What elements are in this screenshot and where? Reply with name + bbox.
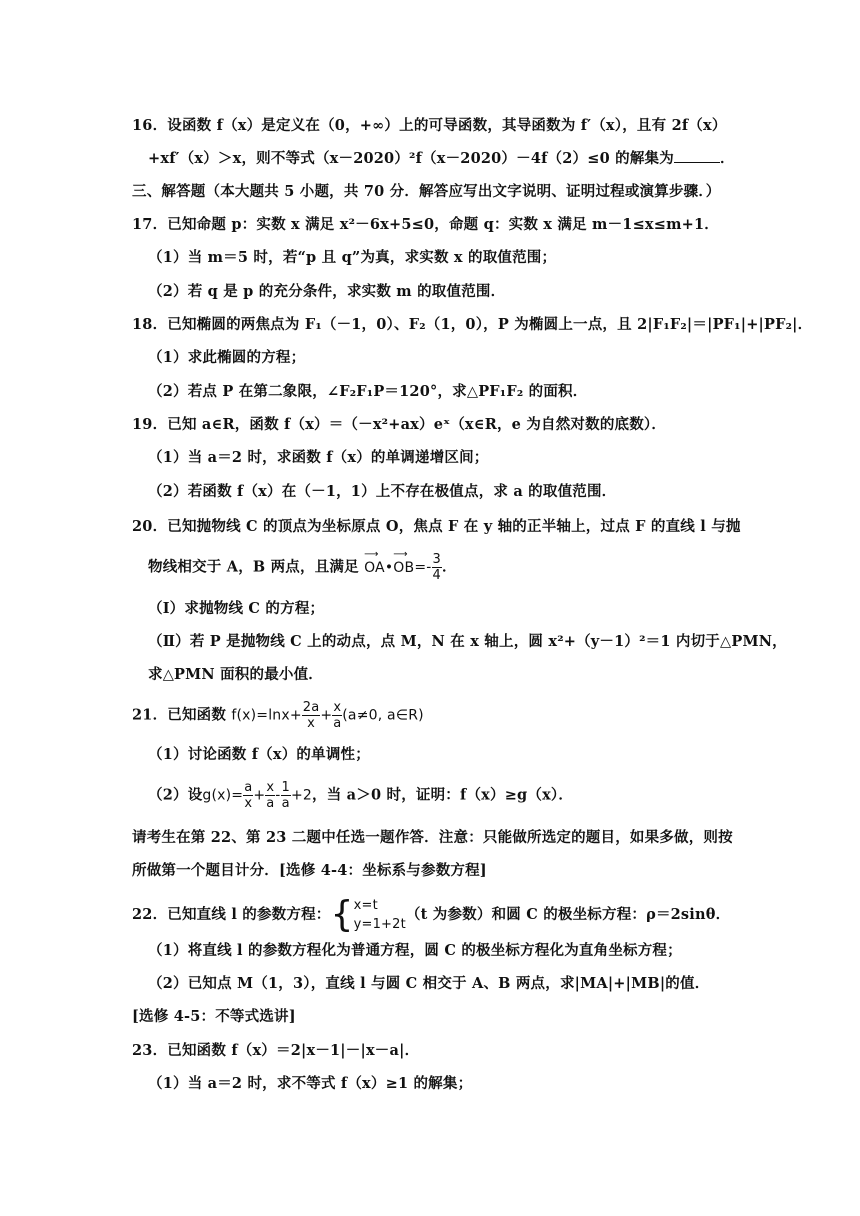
section-heading: 三、解答题（本大题共 5 小题，共 70 分．解答应写出文字说明、证明过程或演算步骤．） [132,183,721,200]
instruction-line-1: 请考生在第 22、第 23 二题中任选一题作答．注意：只能做所选定的题目，如果多做，则按 [132,829,733,846]
fraction-numerator: x [266,780,275,795]
question-17-stem: 17．已知命题 p：实数 x 满足 x²－6x+5≤0，命题 q：实数 x 满足 m－1≤x≤m+1． [132,216,719,233]
question-22-part-2: （2）已知点 M（1，3），直线 l 与圆 C 相交于 A、B 两点，求|MA|+|MB|的值． [148,975,710,992]
question-19-stem: 19．已知 a∈R，函数 f（x）＝（－x²+ax）eˣ（x∈R，e 为自然对数的底数）． [132,416,667,433]
question-16-text: +xf′（x）＞x，则不等式（x－2020）²f（x－2020）－4f（2）≤0 的解集为 [148,150,674,167]
question-17-part-2: （2）若 q 是 p 的充分条件，求实数 m 的取值范围． [148,283,506,300]
parametric-eq-x: x=t [353,898,378,913]
question-23-stem: 23．已知函数 f（x）＝2|x－1|－|x－a|． [132,1042,420,1059]
question-21-text: 21．已知函数 [132,706,227,724]
fraction-denominator: x [244,796,253,811]
fraction-denominator: x [307,716,316,731]
question-18-part-1: （1）求此椭圆的方程； [148,349,306,366]
question-22-part-1: （1）将直线 l 的参数方程化为普通方程，圆 C 的极坐标方程化为直角坐标方程； [148,942,682,959]
left-brace: { [330,894,354,935]
question-16-line-1: 16．设函数 f（x）是定义在（0，+∞）上的可导函数，其导函数为 f′（x），且有 2f（x） [132,117,727,134]
question-17-part-1: （1）当 m＝5 时，若“p 且 q”为真，求实数 x 的取值范围； [148,249,557,266]
vector-oa: ⟶ OA [364,560,385,576]
question-21-stem [132,700,424,731]
parametric-system [354,896,406,934]
question-16-line-2 [148,147,735,168]
question-20-text: 物线相交于 A，B 两点，且满足 [148,558,359,576]
fraction-a-over-x [243,780,253,811]
question-22-text-cont: （t 为参数）和圆 C 的极坐标方程：ρ＝2sinθ． [405,906,731,923]
question-20-part-1: （Ⅰ）求抛物线 C 的方程； [148,600,325,617]
elective-heading: [选修 4-5：不等式选讲] [132,1008,296,1025]
fraction-three-quarters [432,552,442,583]
question-23-part-1: （1）当 a＝2 时，求不等式 f（x）≥1 的解集； [148,1075,473,1092]
function-g-tail: +2 [290,787,313,804]
answer-blank [674,150,720,163]
question-21-part-2 [148,780,573,811]
function-f: f(x)=lnx+ [231,707,302,724]
plus-sign: + [320,707,333,724]
question-18-stem: 18．已知椭圆的两焦点为 F₁（－1，0）、F₂（1，0），P 为椭圆上一点，且 2|F₁F₂|＝|PF₁|+|PF₂|． [132,316,813,333]
fraction-denominator: 4 [432,568,441,583]
question-22-stem [132,896,730,934]
plus-sign: + [253,787,266,804]
question-22-text: 22．已知直线 l 的参数方程： [132,906,331,923]
question-20-part-2-cont: 求△PMN 面积的最小值． [148,666,324,683]
question-20-stem-line-1: 20．已知抛物线 C 的顶点为坐标原点 O，焦点 F 在 y 轴的正半轴上，过点 F 的直线 l 与抛 [132,518,741,535]
fraction-numerator: 2a [302,700,320,715]
question-20-end: ． [442,558,457,576]
function-g: g(x)= [202,787,244,804]
function-f-condition: (a≠0, a∈R) [342,707,424,724]
fraction-denominator: a [333,716,342,731]
minus-sign: - [275,787,281,804]
instruction-line-2: 所做第一个题目计分．[选修 4-4：坐标系与参数方程] [132,862,487,879]
question-21-part-2-label: （2）设 [148,786,203,804]
question-16-end: ． [719,150,735,167]
fraction-numerator: a [244,780,253,795]
question-21-part-1: （1）讨论函数 f（x）的单调性； [148,746,370,763]
equals-minus: =- [414,559,432,576]
dot-operator: • [384,559,394,576]
question-19-part-2: （2）若函数 f（x）在（－1，1）上不存在极值点，求 a 的取值范围． [148,483,617,500]
fraction-denominator: a [266,796,275,811]
fraction-x-over-a [332,700,342,731]
fraction-1-over-a [281,780,291,811]
question-21-part-2-text: ，当 a＞0 时，证明：f（x）≥g（x）． [312,786,574,804]
question-19-part-1: （1）当 a＝2 时，求函数 f（x）的单调递增区间； [148,449,489,466]
question-18-part-2: （2）若点 P 在第二象限，∠F₂F₁P＝120°，求△PF₁F₂ 的面积． [148,383,588,400]
question-20-stem-line-2 [148,552,457,583]
fraction-x-over-a [265,780,275,811]
question-20-part-2: （Ⅱ）若 P 是抛物线 C 上的动点，点 M，N 在 x 轴上，圆 x²+（y－1）²＝1 内切于△PMN， [148,633,787,650]
parametric-eq-y: y=1+2t [353,917,406,932]
fraction-denominator: a [281,796,290,811]
vector-ob: ⟶ OB [393,560,414,576]
fraction-2a-over-x [302,700,321,731]
fraction-numerator: 1 [281,780,290,795]
fraction-numerator: x [333,700,342,715]
fraction-numerator: 3 [432,552,441,567]
